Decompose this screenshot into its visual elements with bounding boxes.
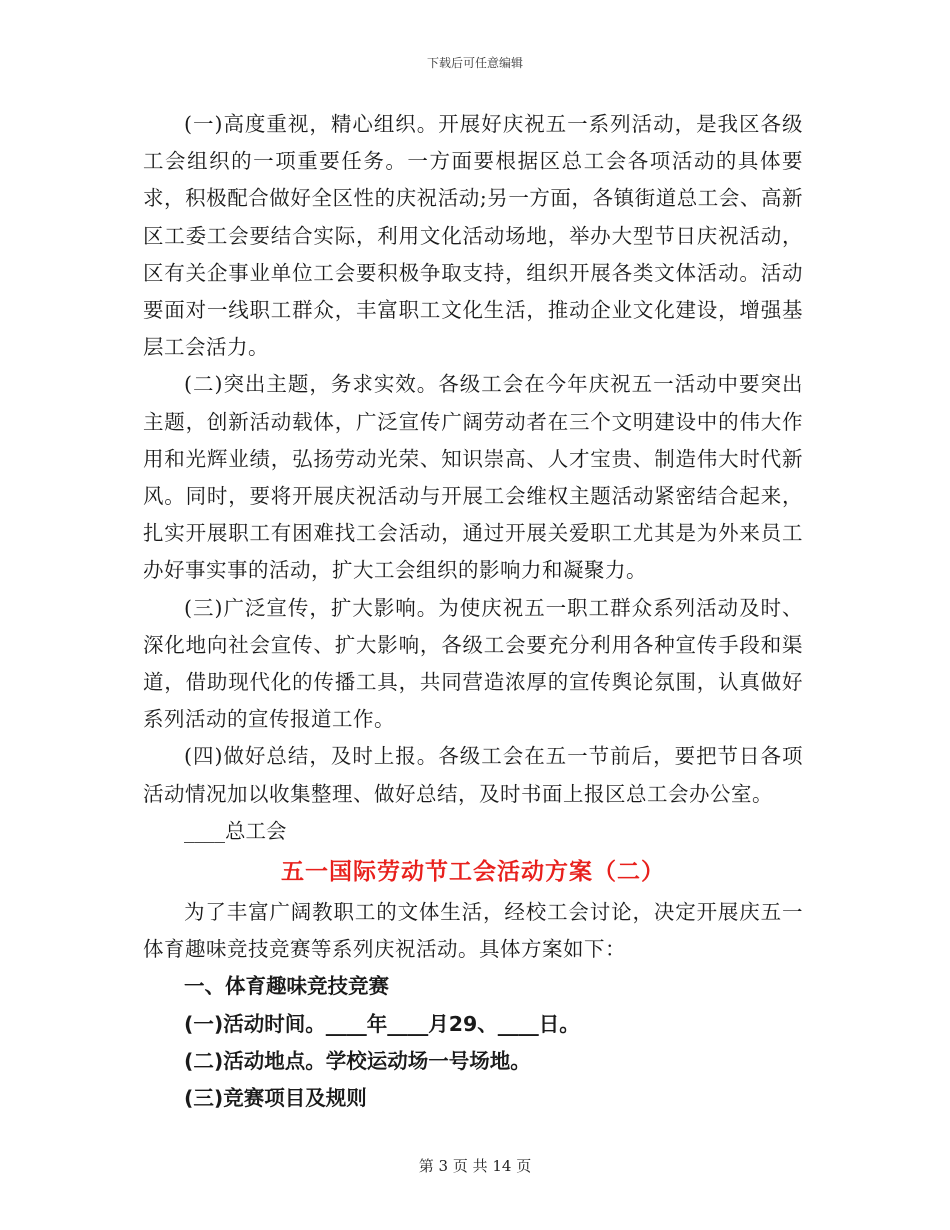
section-intro: 为了丰富广阔教职工的文体生活，经校工会讨论，决定开展庆五一体育趣味竞技竞赛等系列庆祝活动。具体方案如下： bbox=[143, 900, 803, 962]
page-footer: 第 3 页 共 14 页 bbox=[418, 1157, 532, 1175]
item-competition-rules: (三)竞赛项目及规则 bbox=[184, 1086, 367, 1111]
document-body bbox=[143, 106, 803, 1117]
signature-line: ____总工会 bbox=[184, 818, 287, 843]
item-activity-time: (一)活动时间。____年____月29、____日。 bbox=[184, 1011, 580, 1036]
paragraph-4: (四)做好总结，及时上报。各级工会在五一节前后，要把节日各项活动情况加以收集整理、做好总结，及时书面上报区总工会办公室。 bbox=[143, 744, 803, 806]
heading-sports-competition: 一、体育趣味竞技竞赛 bbox=[184, 974, 389, 999]
section-title: 五一国际劳动节工会活动方案（二） bbox=[281, 859, 665, 886]
paragraph-3: (三)广泛宣传，扩大影响。为使庆祝五一职工群众系列活动及时、深化地向社会宣传、扩大影响，各级工会要充分利用各种宣传手段和渠道，借助现代化的传播工具，共同营造浓厚的宣传舆论氛围，认真做好系列活动的宣传报道工作。 bbox=[143, 595, 803, 732]
paragraph-1: (一)高度重视，精心组织。开展好庆祝五一系列活动，是我区各级工会组织的一项重要任务。一方面要根据区总工会各项活动的具体要求，积极配合做好全区性的庆祝活动;另一方面，各镇街道总工会、高新区工委工会要结合实际，利用文化活动场地，举办大型节日庆祝活动，区有关企事业单位工会要积极争取支持，组织开展各类文体活动。活动要面对一线职工群众，丰富职工文化生活，推动企业文化建设，增强基层工会活力。 bbox=[143, 112, 803, 360]
item-activity-location: (二)活动地点。学校运动场一号场地。 bbox=[184, 1048, 531, 1073]
page-header: 下载后可任意编辑 bbox=[426, 56, 523, 70]
paragraph-2: (二)突出主题，务求实效。各级工会在今年庆祝五一活动中要突出主题，创新活动载体，广泛宣传广阔劳动者在三个文明建设中的伟大作用和光辉业绩，弘扬劳动光荣、知识崇高、人才宝贵、制造伟大时代新风。同时，要将开展庆祝活动与开展工会维权主题活动紧密结合起来，扎实开展职工有困难找工会活动，通过开展关爱职工尤其是为外来员工办好事实事的活动，扩大工会组织的影响力和凝聚力。 bbox=[143, 372, 803, 583]
